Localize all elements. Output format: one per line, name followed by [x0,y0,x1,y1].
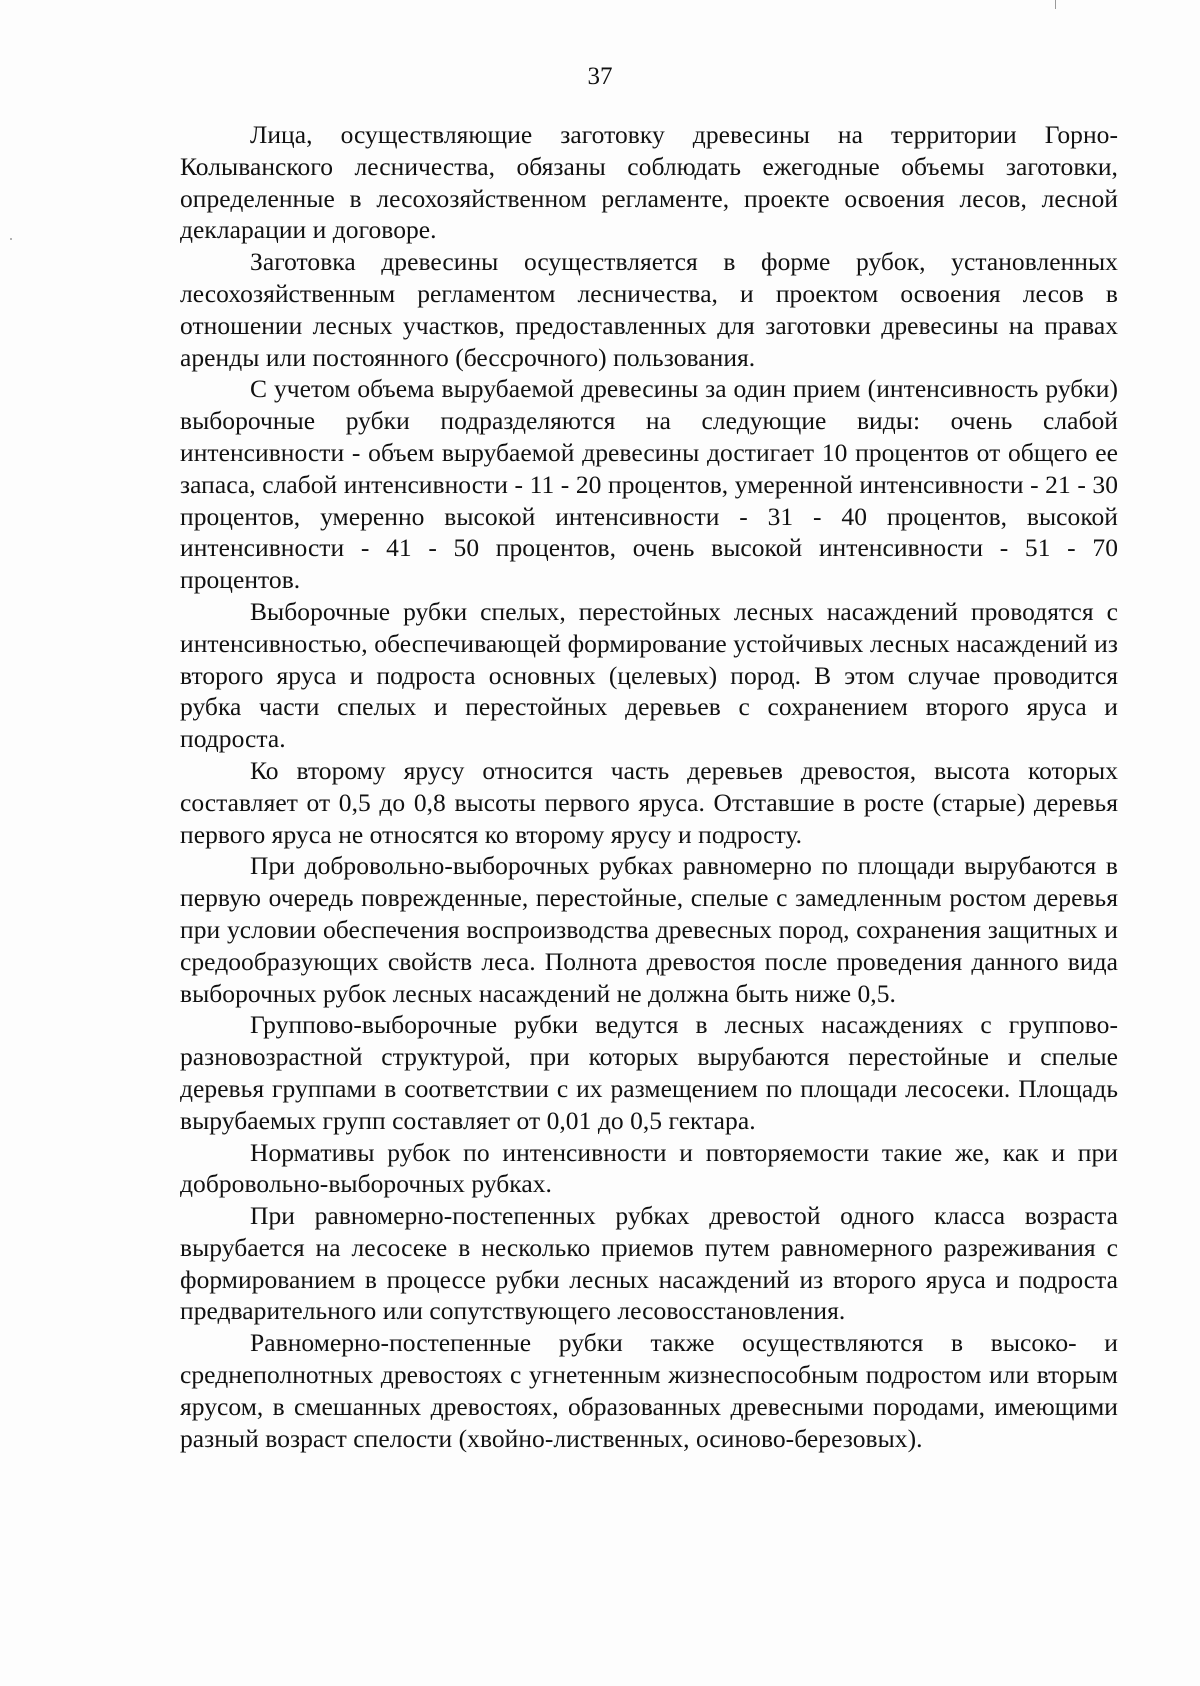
paragraph-group-selective: Группово-выборочные рубки ведутся в лесных насаждениях с группово-разновозрастной структурой, при которых вырубаются перестойные и спелые деревья группами в соответствии с их размещением по площади лесосеки. Площадь вырубаемых групп составляет от 0,01 до 0,5 гектара. [180,1010,1118,1135]
page-number: 37 [587,63,613,90]
paragraph-uniform-gradual: При равномерно-постепенных рубках древостой одного класса возраста вырубается на лесосеке в несколько приемов путем равномерного разреживания с формированием в процессе рубки лесных насаждений из второго яруса и подроста предварительного или сопутствующего лесовосстановления. [180,1201,1118,1326]
paragraph-harvest-volumes: Лица, осуществляющие заготовку древесины на территории Горно-Колыванского лесничества, обязаны соблюдать ежегодные объемы заготовки, определенные в лесохозяйственном регламенте, проекте освоения лесов, лесной декларации и договоре. [180,120,1118,245]
paragraph-intensity-types: С учетом объема вырубаемой древесины за один прием (интенсивность рубки) выборочные рубки подразделяются на следующие виды: очень слабой интенсивности - объем вырубаемой древесины достигает 10 процентов от общего ее запаса, слабой интенсивности - 11 - 20 процентов, умеренной интенсивности - 21 - 30 процентов, умеренно высокой интенсивности - 31 - 40 процентов, высокой интенсивности - 41 - 50 процентов, очень высокой интенсивности - 51 - 70 процентов. [180,374,1118,595]
scan-artifact-dot [10,238,12,240]
paragraph-uniform-gradual-conditions: Равномерно-постепенные рубки также осуществляются в высоко- и среднеполнотных древостоях с угнетенным жизнеспособным подростом или вторым ярусом, в смешанных древостоях, образованных древесными породами, имеющими разный возраст спелости (хвойно-лиственных, осиново-березовых). [180,1328,1118,1453]
paragraph-harvest-form: Заготовка древесины осуществляется в форме рубок, установленных лесохозяйственным регламентом лесничества, и проектом освоения лесов в отношении лесных участков, предоставленных для заготовки древесины на правах аренды или постоянного (бессрочного) пользования. [180,247,1118,372]
paragraph-second-tier: Ко второму ярусу относится часть деревьев древостоя, высота которых составляет от 0,5 до 0,8 высоты первого яруса. Отставшие в росте (старые) деревья первого яруса не относятся ко второму ярусу и подросту. [180,755,1118,849]
scan-artifact-mark [1055,0,1056,9]
document-body [180,119,1118,1454]
paragraph-norms: Нормативы рубок по интенсивности и повторяемости такие же, как и при добровольно-выборочных рубках. [180,1137,1118,1199]
paragraph-selective-cutting: Выборочные рубки спелых, перестойных лесных насаждений проводятся с интенсивностью, обеспечивающей формирование устойчивых лесных насаждений из второго яруса и подроста основных (целевых) пород. В этом случае проводится рубка части спелых и перестойных деревьев с сохранением второго яруса и подроста. [180,596,1118,754]
paragraph-voluntary-selective: При добровольно-выборочных рубках равномерно по площади вырубаются в первую очередь поврежденные, перестойные, спелые с замедленным ростом деревья при условии обеспечения воспроизводства древесных пород, сохранения защитных и средообразующих свойств леса. Полнота древостоя после проведения данного вида выборочных рубок лесных насаждений не должна быть ниже 0,5. [180,851,1118,1008]
